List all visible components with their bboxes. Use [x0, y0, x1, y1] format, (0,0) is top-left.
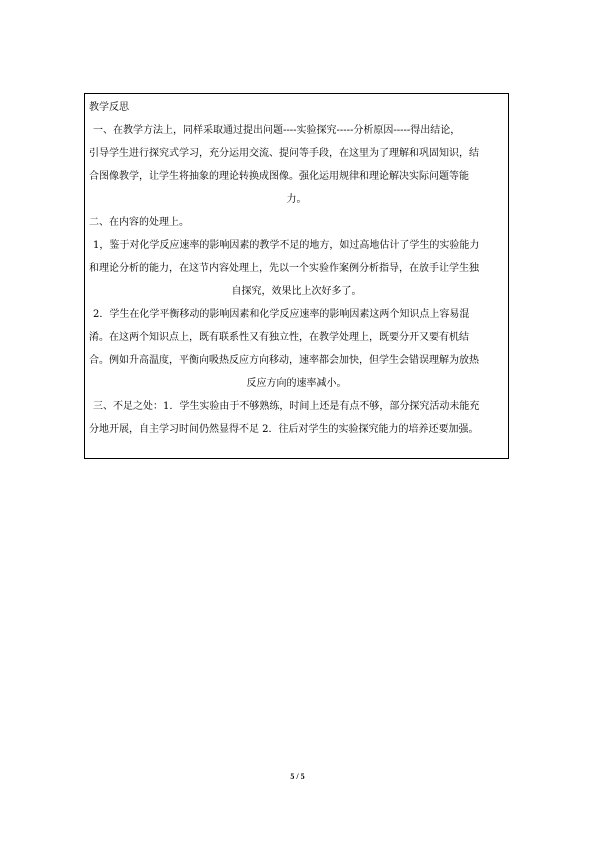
content-point-1-line-2: 和理论分析的能力，在这节内容处理上，先以一个实验作案例分析指导，在放手让学生独	[89, 263, 479, 274]
method-paragraph-line-4: 力。	[286, 194, 307, 205]
shortcomings-line-2: 分地开展，自主学习时间仍然显得不足 2．往后对学生的实验探究能力的培养还要加强。	[89, 424, 479, 435]
section-title: 教学反思	[89, 102, 129, 113]
content-point-2-line-3: 合。例如升高温度，平衡向吸热反应方向移动，速率都会加快，但学生会错误理解为放热	[89, 355, 479, 366]
content-point-2-line-2: 淆。在这两个知识点上，既有联系性又有独立性，在教学处理上，既要分开又要有机结	[89, 332, 469, 343]
method-paragraph-line-1: 一、在教学方法上，同样采取通过提出问题----实验探究-----分析原因-----得出结论，	[93, 125, 461, 136]
content-point-1-line-1: 1，鉴于对化学反应速率的影响因素的教学不足的地方，如过高地估计了学生的实验能力	[93, 240, 480, 251]
shortcomings-line-1: 三、不足之处：1．学生实验由于不够熟练，时间上还是有点不够，部分探究活动未能充	[93, 401, 480, 412]
page-number: 5 / 5	[290, 772, 305, 781]
content-point-2-line-1: 2．学生在化学平衡移动的影响因素和化学反应速率的影响因素这两个知识点上容易混	[93, 309, 470, 320]
content-heading: 二、在内容的处理上。	[89, 217, 189, 228]
method-paragraph-line-3: 合图像教学，让学生将抽象的理论转换成图像。强化运用规律和理论解决实际问题等能	[89, 171, 469, 182]
method-paragraph-line-2: 引导学生进行探究式学习，充分运用交流、提问等手段，在这里为了理解和巩固知识，结	[89, 148, 479, 159]
reflection-box	[84, 93, 509, 459]
content-point-1-line-3: 自探究，效果比上次好多了。	[231, 286, 362, 297]
content-point-2-line-4: 反应方向的速率减小。	[246, 378, 347, 389]
